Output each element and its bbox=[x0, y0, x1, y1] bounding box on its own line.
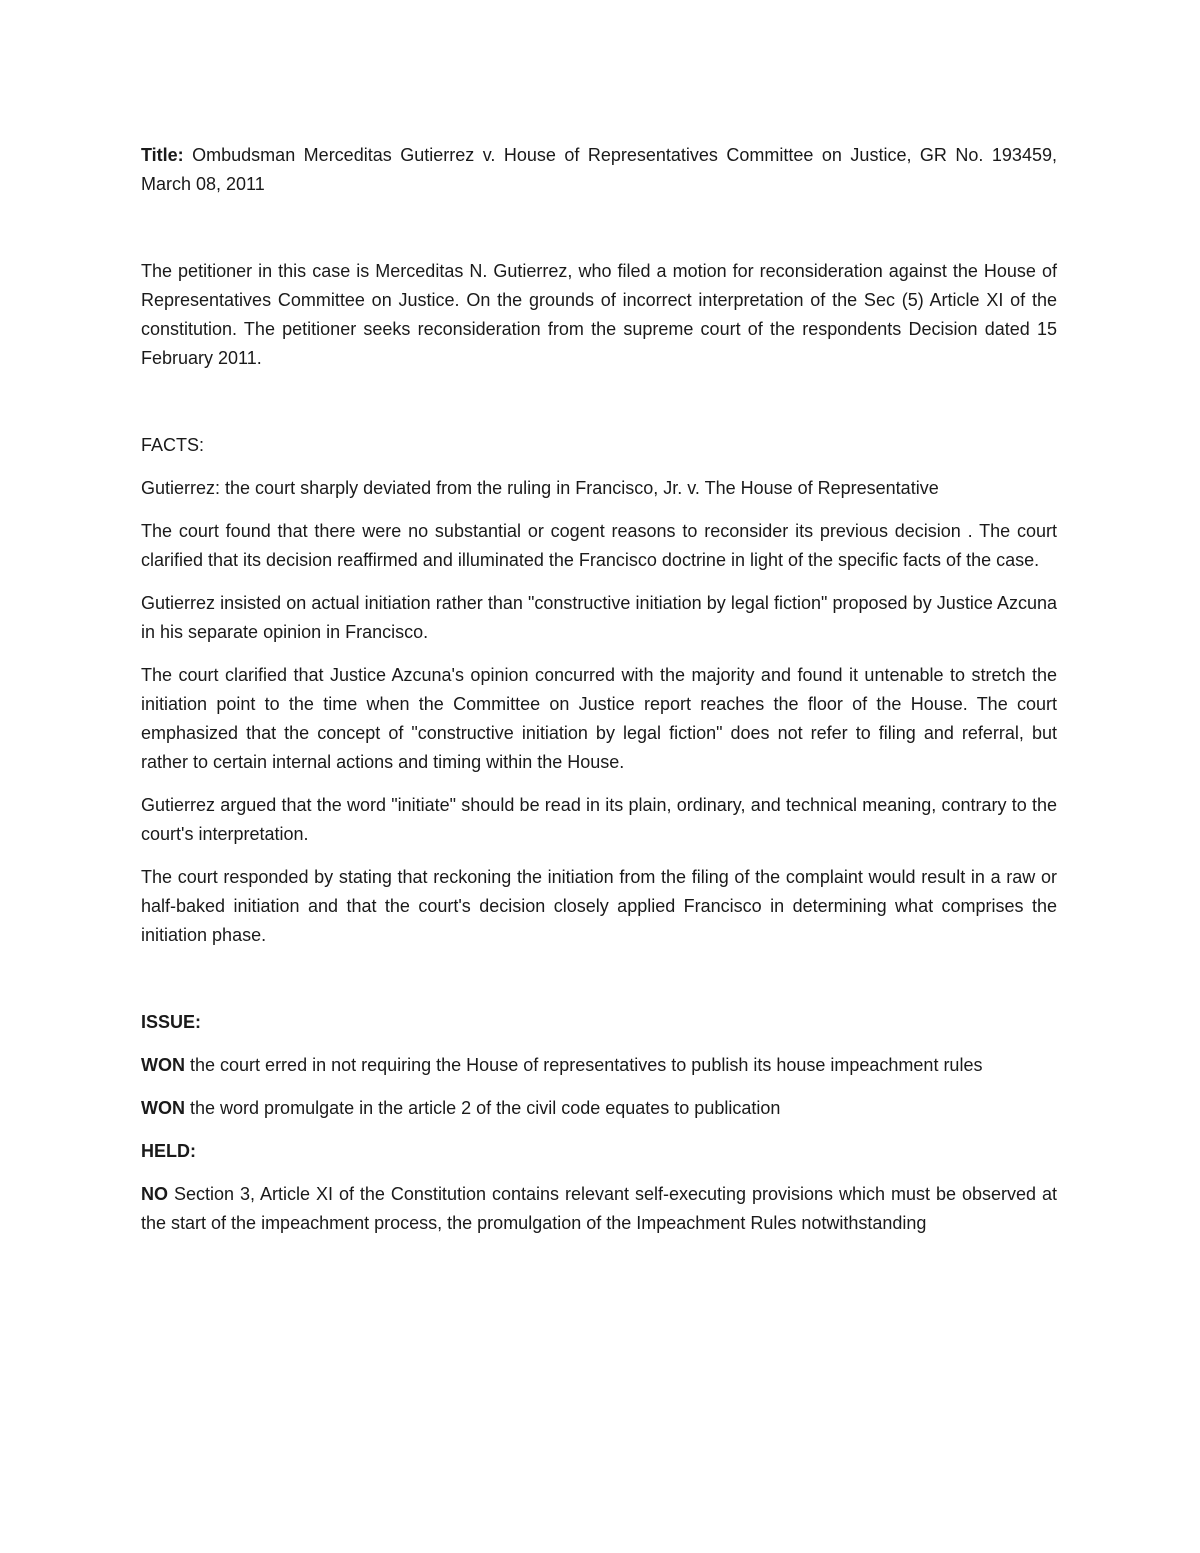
issue-heading-text: ISSUE: bbox=[141, 1012, 202, 1032]
facts-heading: FACTS: bbox=[141, 435, 205, 455]
fact-paragraph-2: The court found that there were no substantial or cogent reasons to reconsider its previous decision . The court clarified that its decision reaffirmed and illuminated the Francisco doctrine in light of the specific facts of the case. bbox=[141, 521, 1057, 570]
fact-paragraph-4: The court clarified that Justice Azcuna's opinion concurred with the majority and found it untenable to stretch the initiation point to the time when the Committee on Justice report reaches the floor of the House. The court emphasized that the concept of "constructive initiation by legal fiction" does not refer to filing and referral, but rather to certain internal actions and timing within the House. bbox=[141, 665, 1057, 772]
issue-heading bbox=[141, 1008, 1057, 1037]
fact-paragraph-5: Gutierrez argued that the word "initiate" should be read in its plain, ordinary, and technical meaning, contrary to the court's interpretation. bbox=[141, 795, 1057, 844]
held-text: Section 3, Article XI of the Constitution contains relevant self-executing provisions which must be observed at the start of the impeachment process, the promulgation of the Impeachment Rules notwithstanding bbox=[141, 1184, 1057, 1233]
issue-item-2-label: WON bbox=[141, 1098, 185, 1118]
held-heading bbox=[141, 1137, 1057, 1166]
held-heading-text: HELD: bbox=[141, 1141, 196, 1161]
issue-item-2 bbox=[141, 1094, 1057, 1123]
case-title bbox=[141, 141, 1057, 199]
held-paragraph bbox=[141, 1180, 1057, 1238]
issue-item-1-text: the court erred in not requiring the House of representatives to publish its house impeachment rules bbox=[190, 1055, 983, 1075]
fact-paragraph-6: The court responded by stating that reckoning the initiation from the filing of the complaint would result in a raw or half-baked initiation and that the court's decision closely applied Francisco in determining what comprises the initiation phase. bbox=[141, 867, 1057, 945]
fact-paragraph-1: Gutierrez: the court sharply deviated from the ruling in Francisco, Jr. v. The House of Representative bbox=[141, 478, 939, 498]
issue-item-1 bbox=[141, 1051, 1057, 1080]
title-text: Ombudsman Merceditas Gutierrez v. House of Representatives Committee on Justice, GR No. 193459, March 08, 2011 bbox=[141, 145, 1057, 194]
intro-paragraph: The petitioner in this case is Merceditas N. Gutierrez, who filed a motion for reconsideration against the House of Representatives Committee on Justice. On the grounds of incorrect interpretation of the Sec (5) Article XI of the constitution. The petitioner seeks reconsideration from the supreme court of the respondents Decision dated 15 February 2011. bbox=[141, 261, 1057, 368]
held-label: NO bbox=[141, 1184, 168, 1204]
fact-paragraph-3: Gutierrez insisted on actual initiation rather than "constructive initiation by legal fiction" proposed by Justice Azcuna in his separate opinion in Francisco. bbox=[141, 593, 1057, 642]
document-content bbox=[141, 141, 1057, 1238]
issue-item-2-text: the word promulgate in the article 2 of the civil code equates to publication bbox=[190, 1098, 781, 1118]
issue-item-1-label: WON bbox=[141, 1055, 185, 1075]
title-label: Title: bbox=[141, 145, 184, 165]
